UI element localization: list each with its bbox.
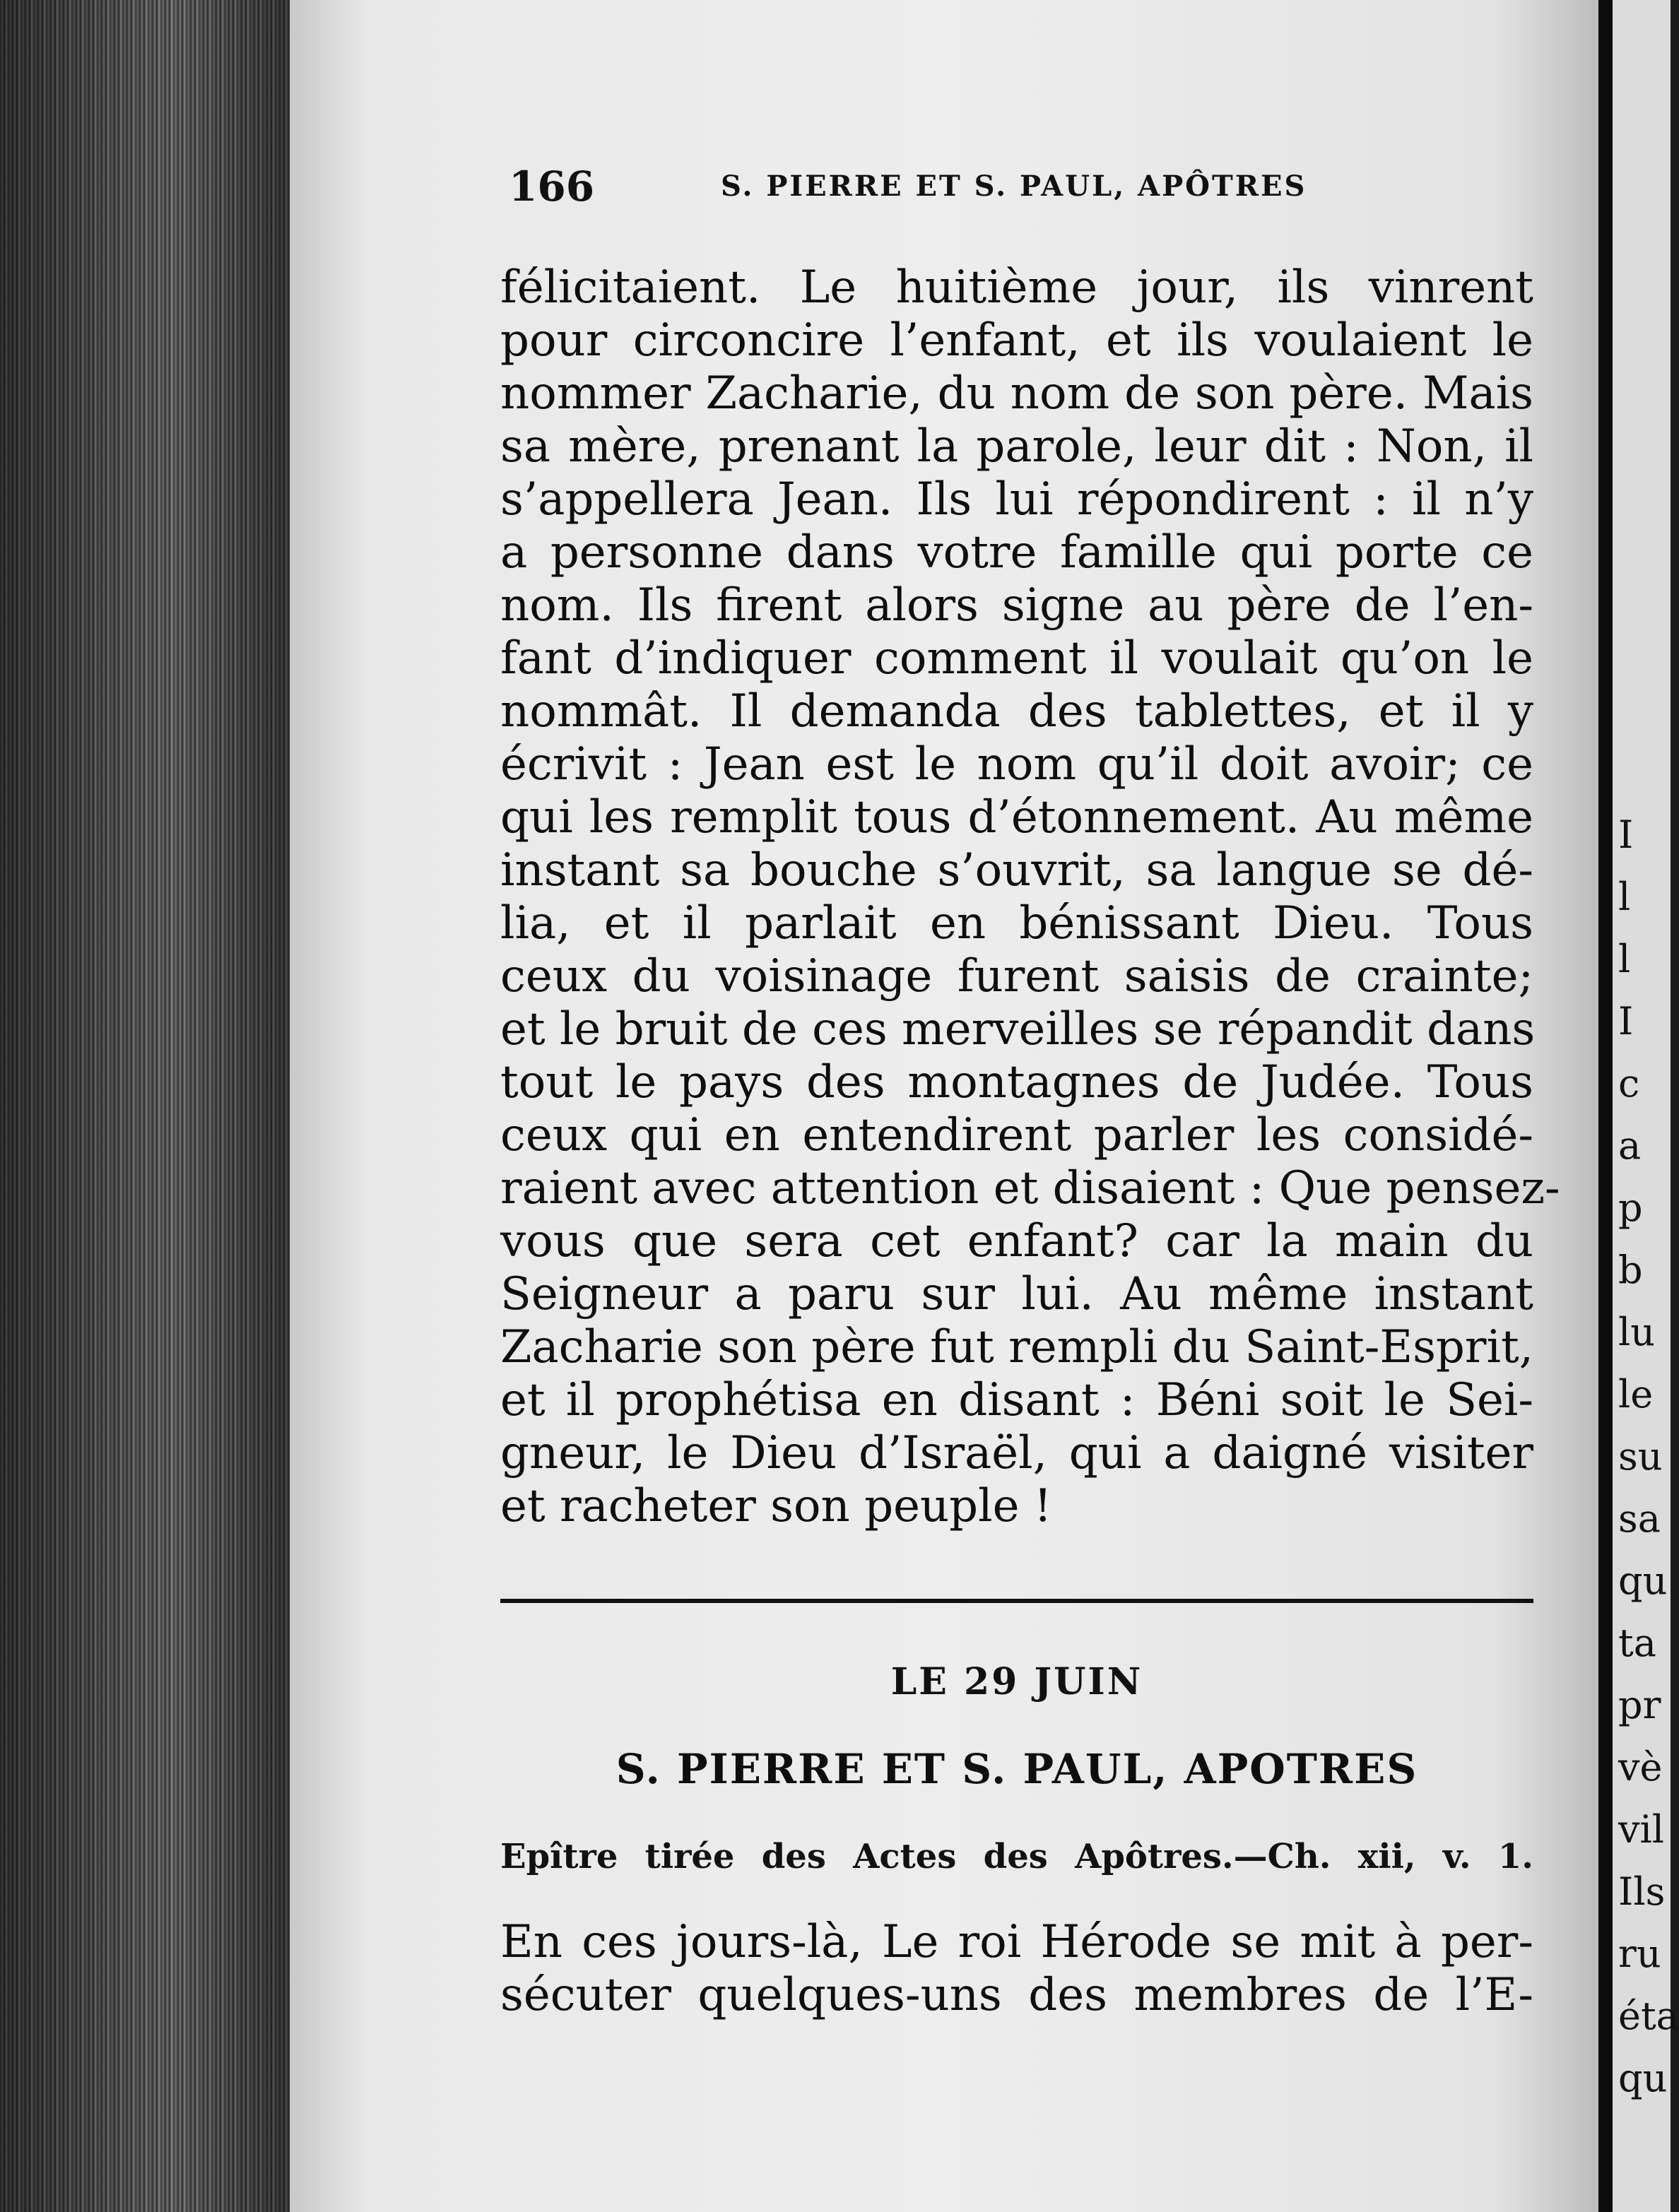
text-line: pour circoncire l’enfant, et ils voulaient le [500, 314, 1533, 367]
facing-page-fragment: ta [1618, 1621, 1656, 1665]
facing-page-fragment: su [1618, 1434, 1663, 1479]
section-rule [500, 1599, 1533, 1603]
text-line: ceux qui en entendirent parler les considé- [500, 1109, 1533, 1161]
text-line: qui les remplit tous d’étonnement. Au même [500, 791, 1533, 844]
facing-page-fragment: ru [1618, 1932, 1661, 1976]
facing-page-fragment: a [1618, 1123, 1642, 1168]
book-gutter [1598, 0, 1613, 2212]
text-line: raient avec attention et disaient : Que pensez- [500, 1162, 1560, 1214]
text-line: vous que sera cet enfant? car la main du [500, 1215, 1533, 1267]
text-line: gneur, le Dieu d’Israël, qui a daigné visiter [500, 1427, 1533, 1479]
facing-page-fragment: éta [1618, 1994, 1679, 2038]
epistle-heading: Epître tirée des Actes des Apôtres.—Ch. xii, v. 1. [500, 1837, 1533, 1876]
facing-page-fragment: pr [1618, 1683, 1661, 1727]
section-title: S. PIERRE ET S. PAUL, APOTRES [615, 1745, 1418, 1793]
facing-page-fragment: Ils [1618, 1869, 1666, 1914]
text-line: écrivit : Jean est le nom qu’il doit avoir; ce [500, 738, 1533, 791]
text-line: nom. Ils firent alors signe au père de l’en- [500, 579, 1533, 632]
text-line: fant d’indiquer comment il voulait qu’on le [500, 632, 1533, 685]
facing-page-fragment: vil [1618, 1807, 1665, 1852]
facing-page-fragment: I [1618, 999, 1634, 1043]
text-line: et il prophétisa en disant : Béni soit le Sei- [500, 1374, 1533, 1426]
facing-page-fragment: b [1618, 1248, 1643, 1292]
facing-page-fragment: vè [1618, 1745, 1663, 1790]
text-line: a personne dans votre famille qui porte ce [500, 526, 1533, 579]
text-line: nommât. Il demanda des tablettes, et il y [500, 685, 1533, 738]
facing-page-fragment: l [1618, 875, 1631, 919]
text-line: Seigneur a paru sur lui. Au même instant [500, 1268, 1533, 1320]
text-line: lia, et il parlait en bénissant Dieu. Tous [500, 897, 1533, 950]
running-title: S. PIERRE ET S. PAUL, APÔTRES [721, 170, 1307, 203]
page-block-edges [0, 0, 290, 2212]
body-text [500, 261, 1560, 1533]
facing-page-fragment: c [1618, 1061, 1640, 1106]
text-line: nommer Zacharie, du nom de son père. Mais [500, 367, 1533, 420]
epistle-line: En ces jours-là, Le roi Hérode se mit à per- [500, 1916, 1533, 1968]
text-line: félicitaient. Le huitième jour, ils vinrent [500, 261, 1533, 314]
running-head [509, 162, 1357, 212]
epistle-text [500, 1916, 1533, 2022]
facing-page-fragment: sa [1618, 1496, 1661, 1541]
facing-page-edge [1613, 0, 1679, 2212]
page-number: 166 [509, 162, 595, 211]
facing-page-fragment: qu [1618, 2056, 1668, 2100]
text-line: et racheter son peuple ! [500, 1480, 1052, 1532]
text-line: et le bruit de ces merveilles se répandit dans [500, 1003, 1536, 1055]
text-line: sa mère, prenant la parole, leur dit : Non, il [500, 420, 1533, 473]
facing-page-fragment: p [1618, 1185, 1643, 1230]
text-line: ceux du voisinage furent saisis de crainte; [500, 950, 1533, 1003]
facing-page-fragment: l [1618, 937, 1631, 981]
text-line: tout le pays des montagnes de Judée. Tous [500, 1056, 1533, 1108]
epistle-line: sécuter quelques-uns des membres de l’E- [500, 1969, 1533, 2021]
text-line: instant sa bouche s’ouvrit, sa langue se dé- [500, 844, 1533, 897]
text-line: s’appellera Jean. Ils lui répondirent : il n’y [500, 473, 1533, 526]
facing-page-fragment: le [1618, 1372, 1654, 1416]
facing-page-fragment: qu [1618, 1559, 1668, 1603]
text-line: Zacharie son père fut rempli du Saint-Esprit, [500, 1321, 1533, 1373]
facing-page-fragment: I [1618, 812, 1634, 857]
feast-date: LE 29 JUIN [890, 1660, 1143, 1703]
facing-page-fragment: lu [1618, 1310, 1656, 1354]
